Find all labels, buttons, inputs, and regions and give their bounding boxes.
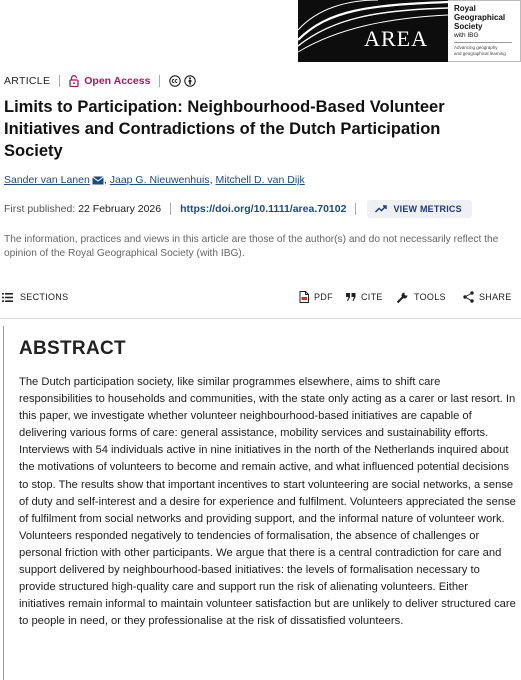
author-separator: ,	[103, 174, 107, 186]
abstract-section	[3, 326, 521, 680]
society-logo	[448, 0, 521, 62]
wrench-icon	[396, 291, 409, 304]
quote-icon	[346, 293, 356, 301]
disclaimer-text: The information, practices and views in this article are those of the author(s) and do not necessarily reflect the opinion of the Royal Geographical Society (with IBG).	[4, 234, 499, 259]
creative-commons-license[interactable]	[169, 75, 196, 87]
share-button[interactable]	[463, 289, 512, 305]
doi-link[interactable]: https://doi.org/10.1111/area.70102	[180, 203, 347, 215]
article-toolbar	[0, 289, 521, 305]
published-date: 22 February 2026	[78, 203, 162, 215]
society-name-line3: Society	[454, 22, 483, 31]
open-access-badge	[69, 75, 150, 87]
open-lock-icon	[69, 75, 79, 87]
share-icon	[463, 291, 474, 303]
email-icon[interactable]	[92, 176, 104, 185]
abstract-text: The Dutch participation society, like similar programmes elsewhere, aims to shift care responsibilities to households and communities, with the state only acting as a carer or last resort. In this paper, we investigate whether volunteer neighbourhood-based initiatives are capable of delivering various forms of care: general assistance, mobility services and sustainability efforts. Interviews with 54 individuals active in nine initiatives in the north of the Netherlands inquired about the motivations of volunteers to become and remain active, and what influenced potential decisions to stop. The results show that important incentives to start volunteering are social networks, a sense of duty and self-interest and a desire for experience and fulfilment. Volunteers appreciated the sense of fulfilment from social networks and providing support, and the informal nature of volunteer work. Volunteers responded negatively to tendencies of formalisation, the absence of challenges or personal friction with other participants. We argue that there is a central contradiction for care and support delivered by neighbourhood-based initiatives: the levels of formalisation necessary to provide structured high-quality care and support run the risk of alienating volunteers. Either initiatives remain informal to maintain volunteer satisfaction but are unlikely to deliver structured care to people in need, or they professionalise at the risk of dissatisfied volunteers.	[19, 376, 516, 628]
article-title: Limits to Participation: Neighbourhood-Based Volunteer Initiatives and Contradictions of the Dutch Participation Society	[4, 98, 445, 160]
view-metrics-button[interactable]	[367, 200, 471, 218]
author-separator: ,	[209, 174, 213, 186]
article-meta	[4, 73, 196, 89]
published-label: First published:	[4, 203, 76, 215]
share-label: SHARE	[479, 292, 512, 302]
cite-label: CITE	[361, 292, 383, 302]
publication-info	[4, 200, 472, 218]
pdf-button[interactable]	[299, 289, 333, 305]
society-tagline-line2: and geographical learning	[454, 50, 506, 56]
society-name-line2: Geographical	[454, 13, 506, 22]
meta-divider	[59, 75, 60, 87]
sections-label: SECTIONS	[20, 292, 69, 302]
article-type-label: ARTICLE	[4, 75, 51, 87]
pub-divider	[170, 203, 171, 215]
tools-button[interactable]	[396, 289, 446, 305]
journal-banner[interactable]	[0, 0, 521, 62]
trend-line-icon	[375, 205, 387, 213]
section-divider	[0, 318, 521, 319]
pub-divider	[355, 203, 356, 215]
author-link[interactable]: Jaap G. Nieuwenhuis	[109, 174, 210, 186]
author-link[interactable]: Sander van Lanen	[4, 174, 90, 186]
tools-label: TOOLS	[414, 292, 446, 302]
cc-icon	[169, 75, 181, 87]
open-access-label: Open Access	[84, 75, 151, 87]
society-divider	[454, 42, 512, 43]
pdf-label: PDF	[314, 292, 333, 302]
cite-button[interactable]	[346, 289, 383, 305]
abstract-heading: ABSTRACT	[19, 338, 126, 359]
journal-name: AREA	[364, 26, 428, 51]
meta-divider	[159, 75, 160, 87]
author-link[interactable]: Mitchell D. van Dijk	[215, 174, 305, 186]
society-ibg: with IBG	[454, 32, 479, 39]
society-tagline-line1: Advancing geography	[454, 45, 498, 50]
list-icon	[2, 293, 13, 302]
journal-cover-art	[298, 0, 448, 62]
pdf-icon	[299, 291, 309, 303]
author-list	[4, 174, 305, 186]
attribution-icon	[184, 75, 196, 87]
sections-button[interactable]	[2, 289, 68, 305]
view-metrics-label: VIEW METRICS	[393, 204, 462, 214]
society-name-line1: Royal	[454, 4, 476, 13]
